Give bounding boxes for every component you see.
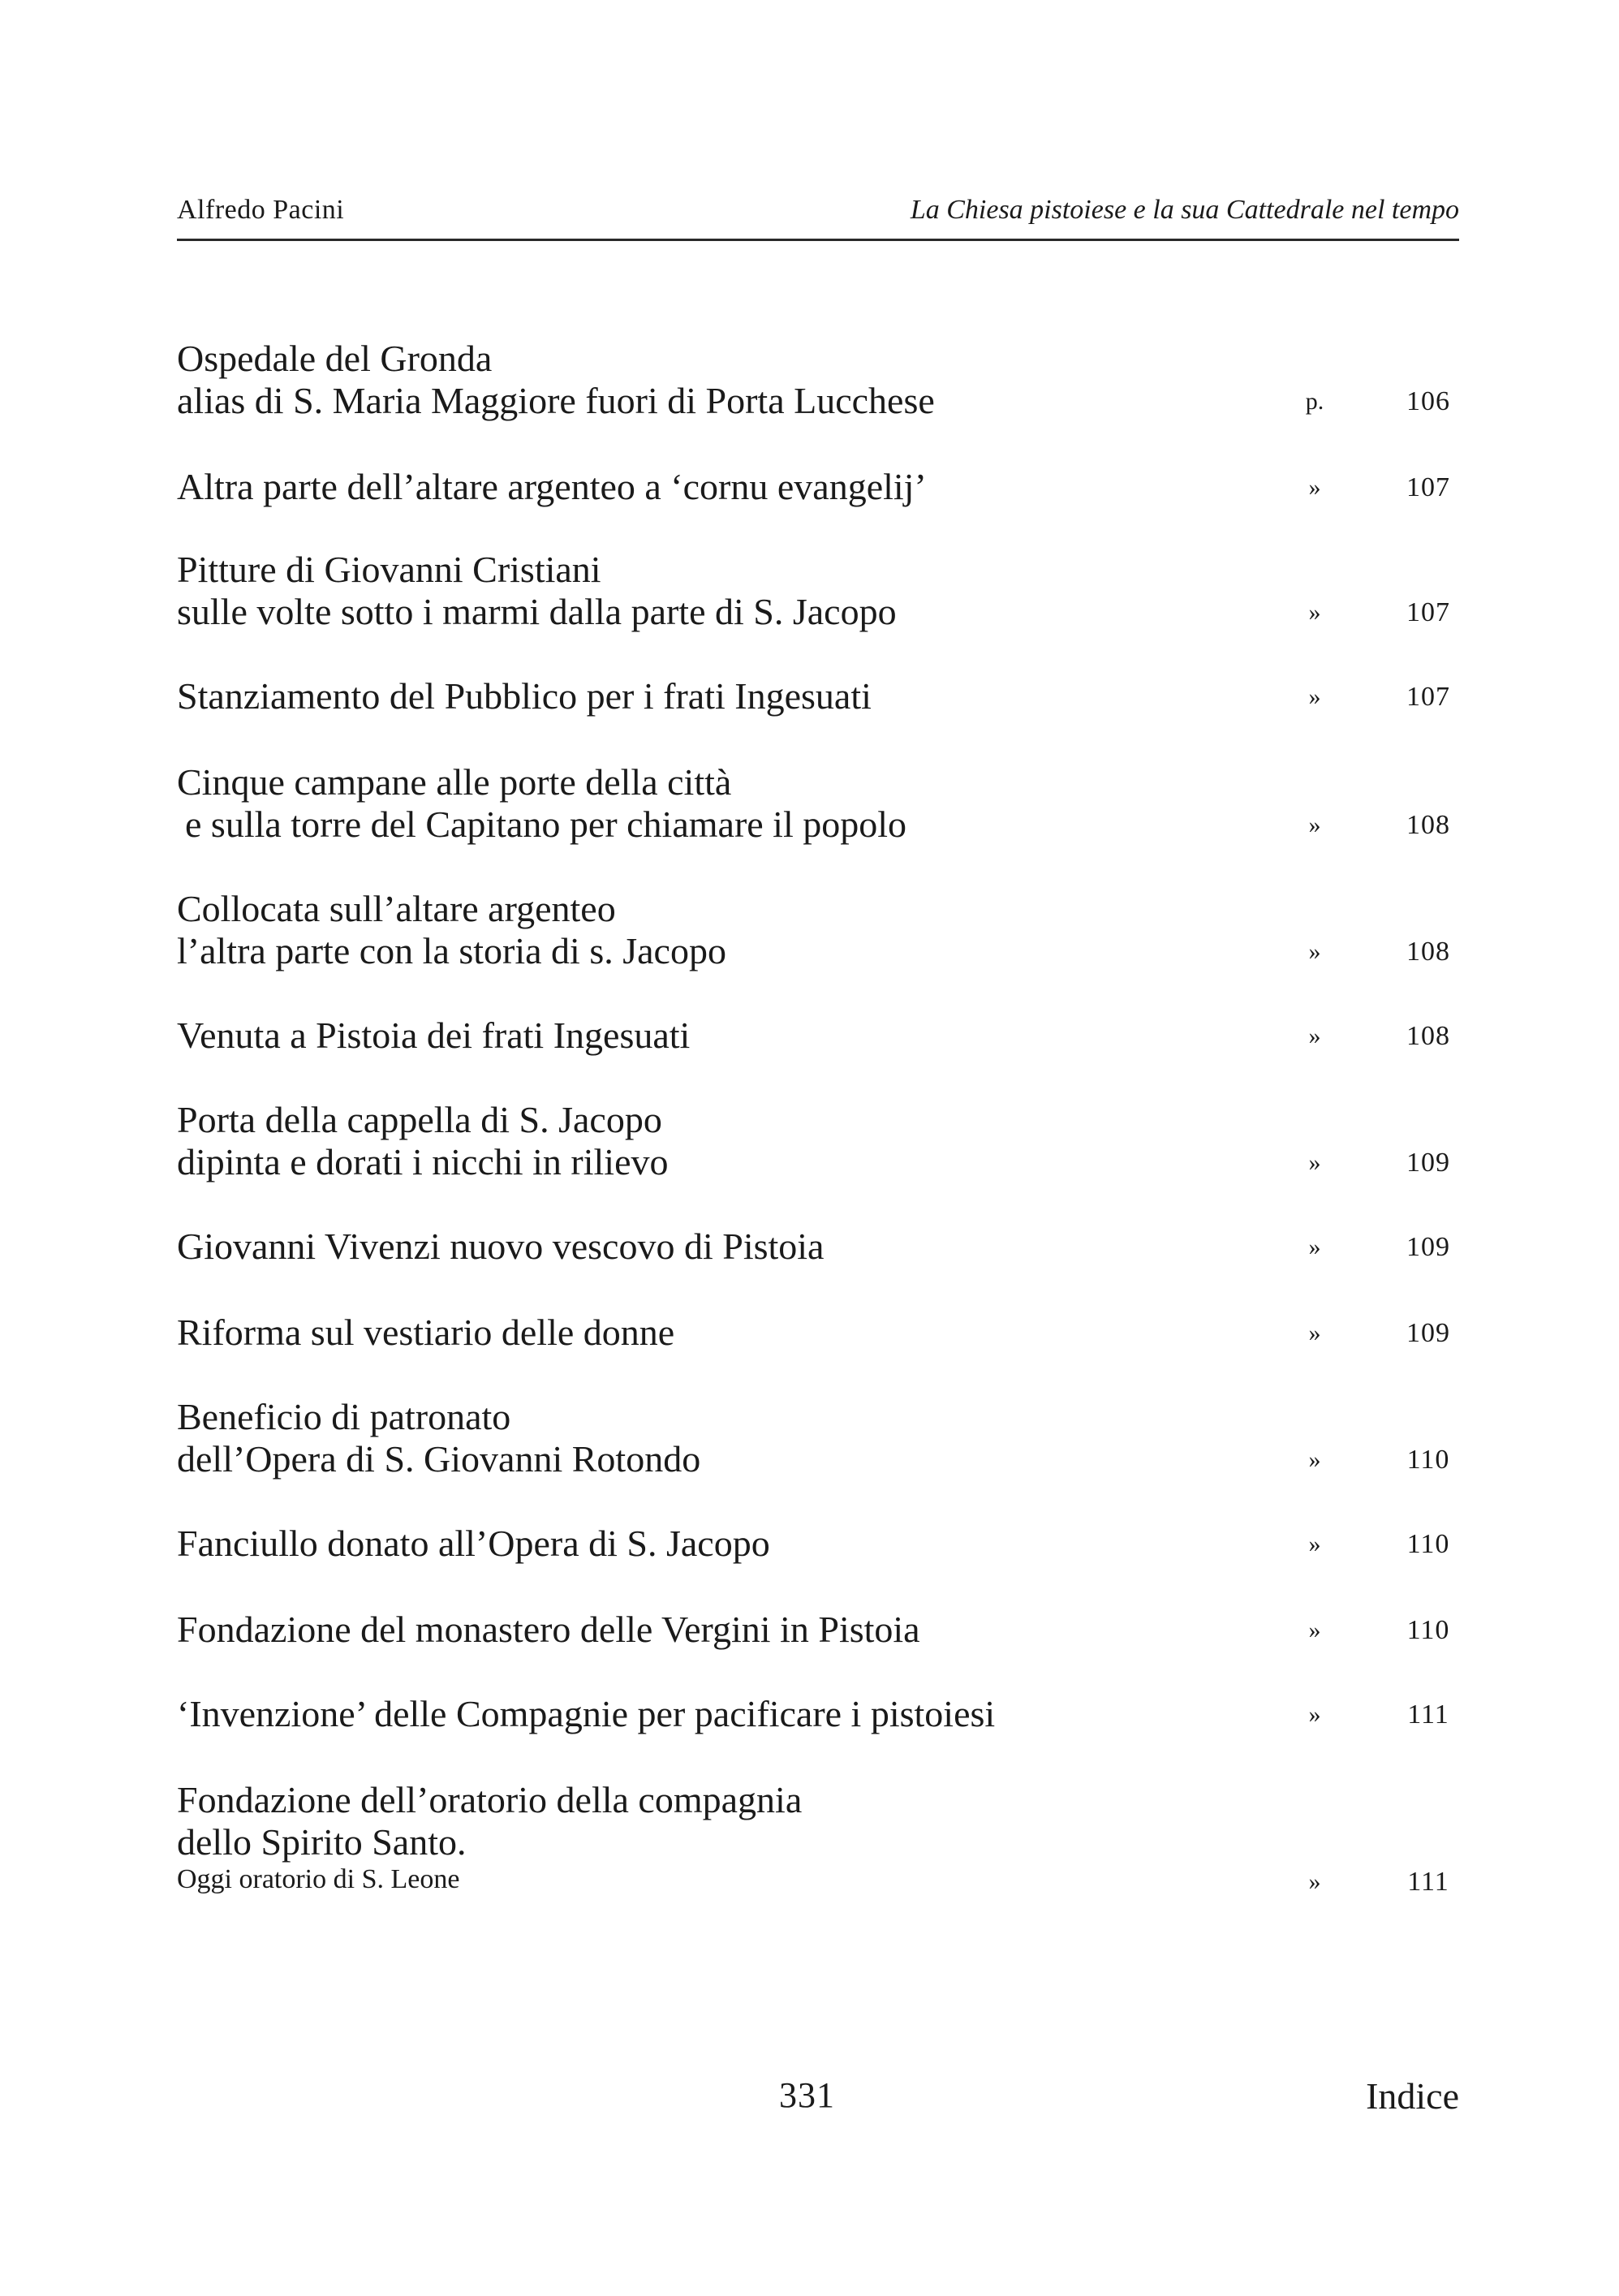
entry-page-number: 106 [1406,386,1450,416]
entry-page-number: 107 [1406,682,1450,712]
index-entry [177,1014,1459,1057]
entry-title-line: Fanciullo donato all’Opera di S. Jacopo [177,1523,770,1564]
entry-title-line: Collocata sull’altare argenteo [177,888,616,929]
entry-ditto-mark: » [1308,1023,1321,1049]
entry-page-number: 109 [1406,1148,1450,1178]
entry-ditto-mark: » [1308,812,1321,838]
entry-ditto-mark: » [1308,474,1321,501]
index-entry [177,549,1459,633]
entry-title-line: Venuta a Pistoia dei frati Ingesuati [177,1014,691,1056]
entry-ditto-mark: » [1308,1617,1321,1643]
entry-title-line: dell’Opera di S. Giovanni Rotondo [177,1438,701,1480]
entry-subline: Oggi oratorio di S. Leone [177,1864,460,1894]
entry-page-number: 111 [1407,1699,1449,1730]
index-entry [177,888,1459,972]
entry-page-number: 110 [1406,1445,1450,1475]
entry-page-prefix: p. [1305,388,1324,415]
entry-page-number: 109 [1406,1318,1450,1348]
entry-page-number: 108 [1406,1021,1450,1051]
index-entry [177,761,1459,846]
entry-ditto-mark: » [1308,1234,1321,1260]
entry-title-line: Stanziamento del Pubblico per i frati Ingesuati [177,675,872,717]
entry-title-line: l’altra parte con la storia di s. Jacopo [177,930,726,971]
footer-page-number: 331 [779,2075,835,2115]
index-entry [177,1312,1459,1354]
entry-ditto-mark: » [1308,1701,1321,1728]
entry-page-number: 107 [1406,472,1450,502]
entry-title-line: dipinta e dorati i nicchi in rilievo [177,1141,669,1182]
entry-title-line: Ospedale del Gronda [177,338,493,379]
entry-ditto-mark: » [1308,1446,1321,1473]
index-entry [177,338,1459,422]
index-entry [177,1396,1459,1480]
entry-ditto-mark: » [1308,1320,1321,1346]
entry-page-number: 111 [1407,1867,1449,1897]
entry-ditto-mark: » [1308,683,1321,710]
entry-ditto-mark: » [1308,1531,1321,1557]
entry-title-line: alias di S. Maria Maggiore fuori di Porta Lucchese [177,380,935,421]
header-author: Alfredo Pacini [177,195,345,225]
entry-title-line: Porta della cappella di S. Jacopo [177,1099,662,1140]
running-header [177,192,1459,241]
entry-title-line: sulle volte sotto i marmi dalla parte di S. Jacopo [177,591,897,632]
entry-page-number: 109 [1406,1232,1450,1262]
header-title: La Chiesa pistoiese e la sua Cattedrale nel tempo [910,195,1459,225]
entry-title-line: Riforma sul vestiario delle donne [177,1312,675,1353]
index-entry [177,1779,1459,1896]
index-entry [177,675,1459,717]
entry-title-line: Pitture di Giovanni Cristiani [177,549,601,590]
entry-ditto-mark: » [1308,1149,1321,1176]
index-entry [177,1693,1459,1735]
entry-title-line: e sulla torre del Capitano per chiamare il popolo [185,803,907,845]
entry-title-line: Giovanni Vivenzi nuovo vescovo di Pistoia [177,1226,825,1267]
entry-title-line: Fondazione dell’oratorio della compagnia [177,1779,803,1820]
entry-page-number: 110 [1406,1615,1450,1645]
index-entry [177,1226,1459,1268]
entry-title-line: dello Spirito Santo. [177,1821,467,1863]
entry-page-number: 108 [1406,937,1450,967]
index-entry [177,1099,1459,1183]
entry-page-number: 107 [1406,597,1450,627]
entry-page-number: 108 [1406,810,1450,840]
entry-ditto-mark: » [1308,599,1321,626]
entry-title-line: ‘Invenzione’ delle Compagnie per pacificare i pistoiesi [177,1693,996,1734]
entry-title-line: Fondazione del monastero delle Vergini in Pistoia [177,1609,920,1650]
entry-ditto-mark: » [1308,938,1321,965]
index-entry [177,1609,1459,1651]
entry-title-line: Beneficio di patronato [177,1396,511,1437]
index-entry [177,466,1459,508]
entry-ditto-mark: » [1308,1868,1321,1895]
entry-title-line: Altra parte dell’altare argenteo a ‘cornu evangelij’ [177,466,927,507]
entry-page-number: 110 [1406,1529,1450,1559]
index-entry [177,1523,1459,1565]
footer-section-title: Indice [1366,2075,1459,2117]
entry-title-line: Cinque campane alle porte della città [177,761,732,803]
